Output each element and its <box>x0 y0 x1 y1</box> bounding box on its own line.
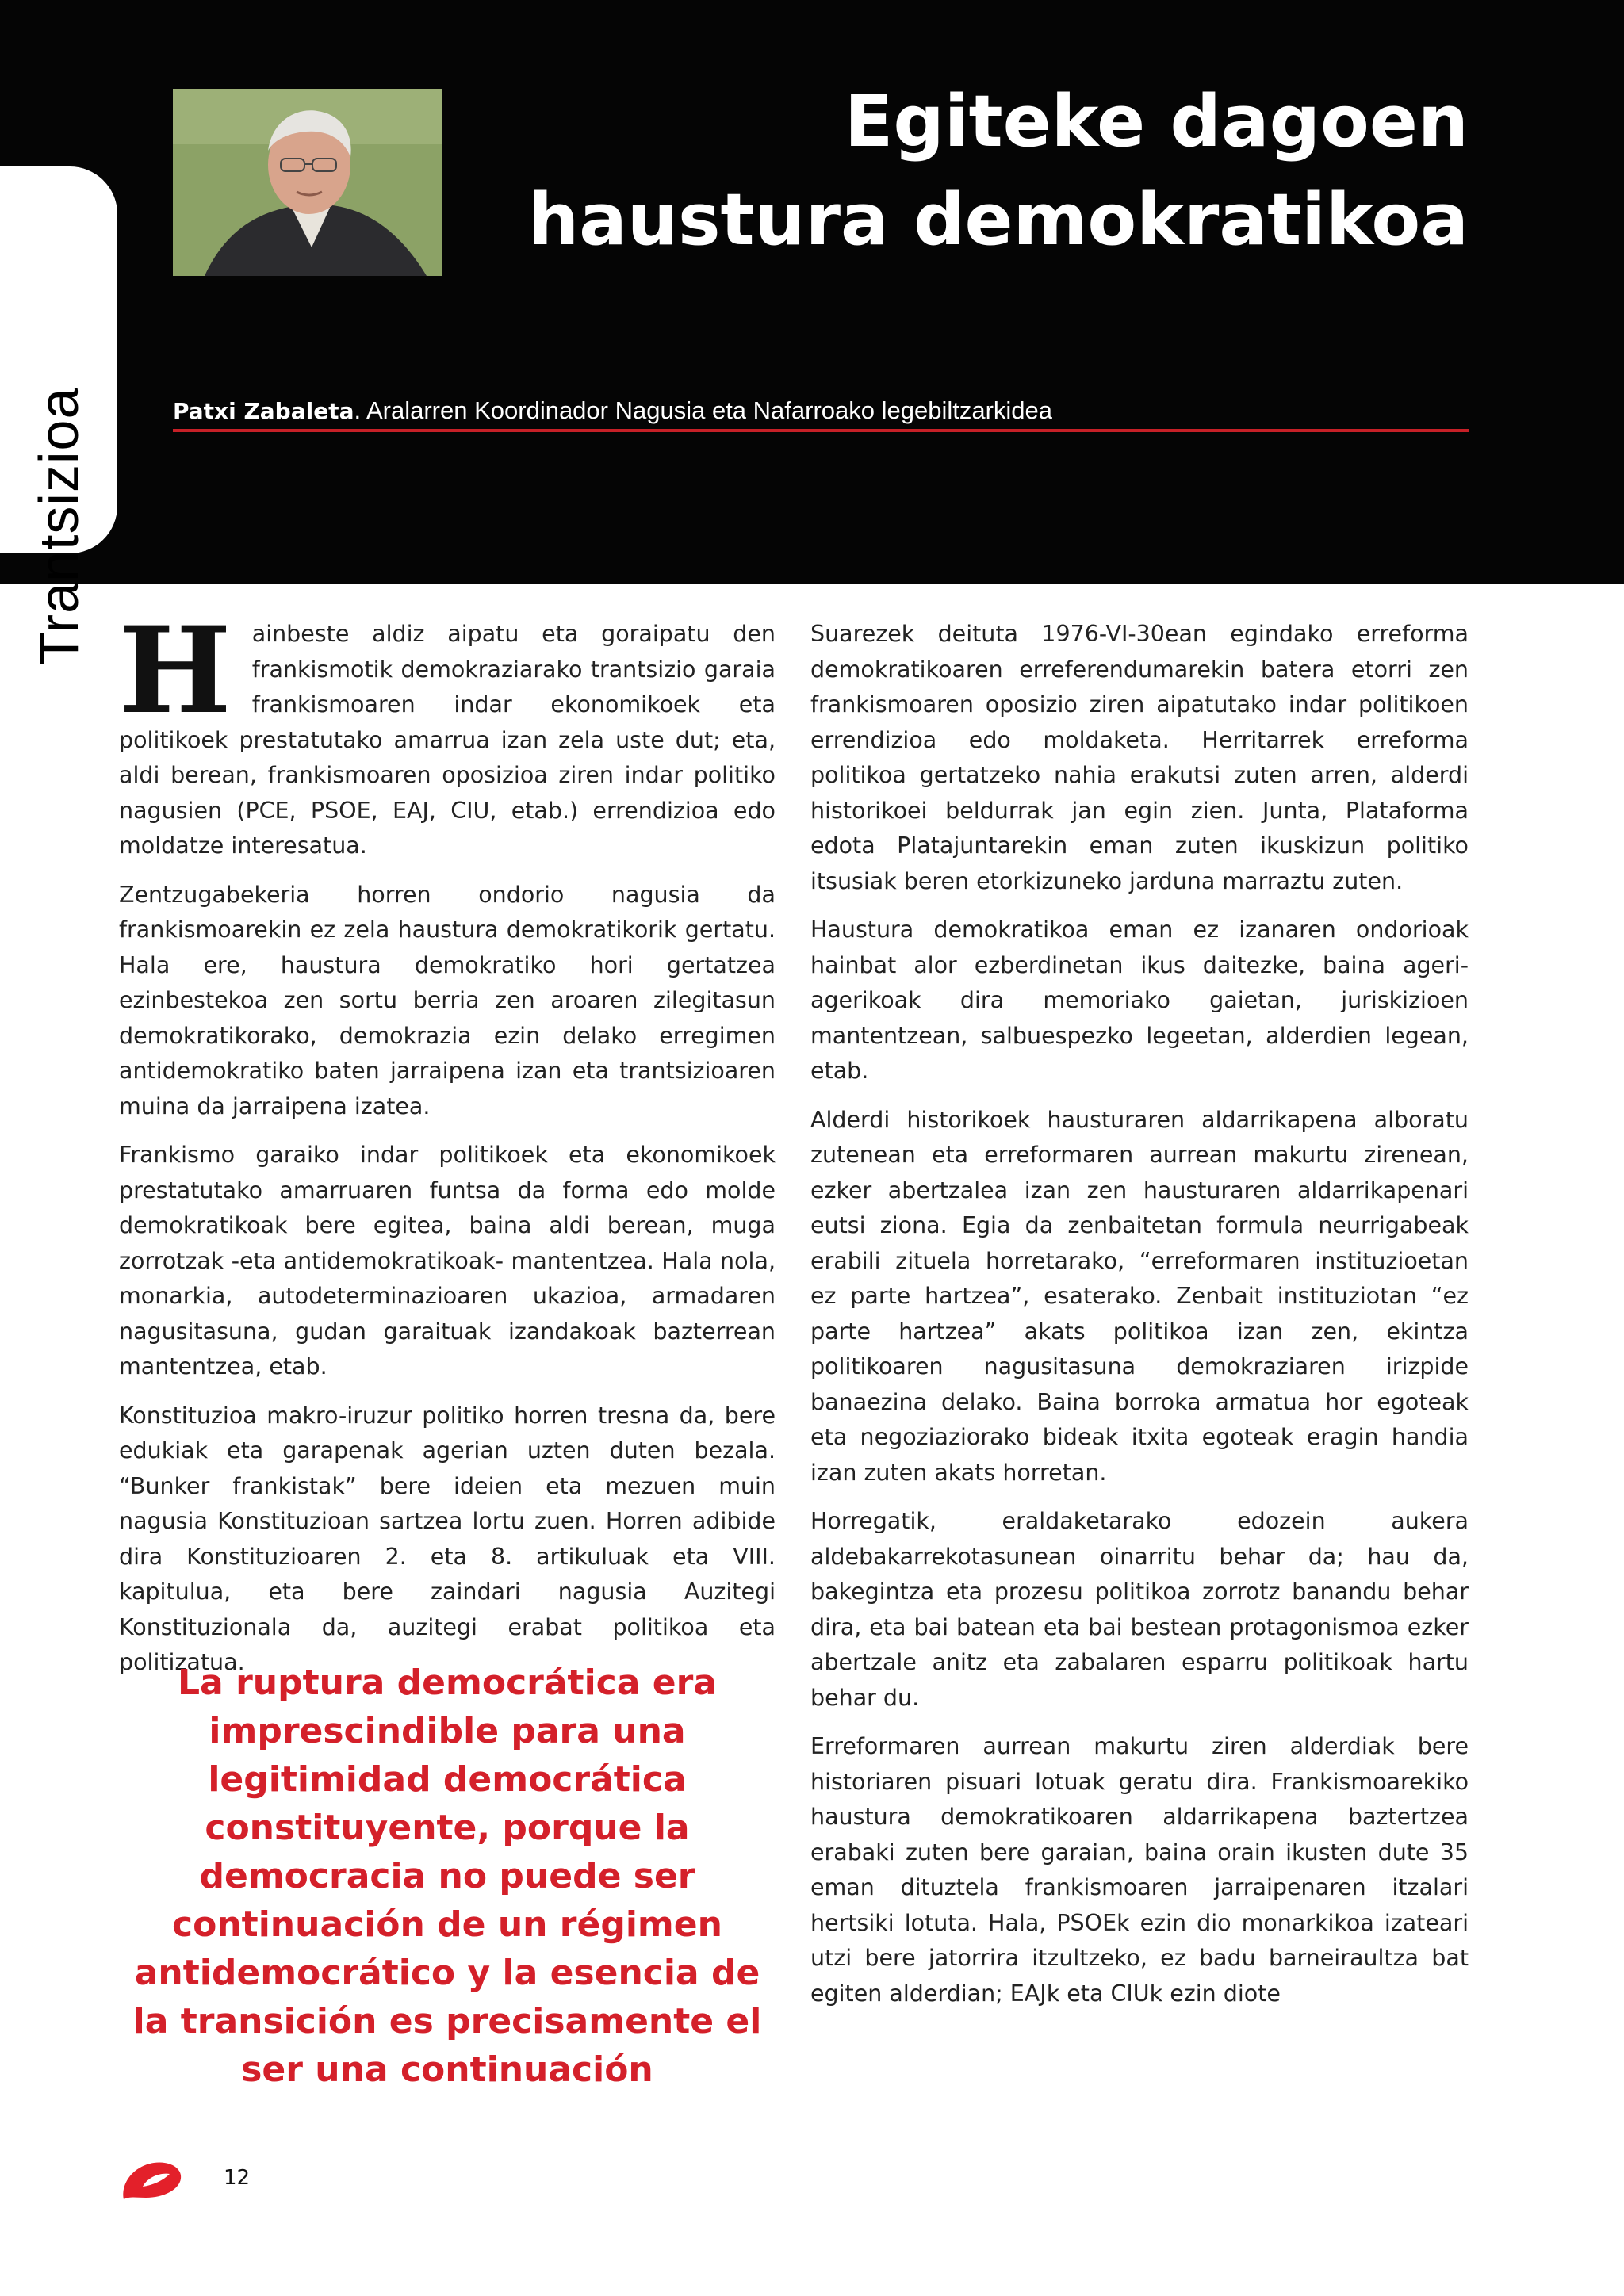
article-title <box>438 73 1469 270</box>
section-tab <box>0 166 117 666</box>
body-paragraph-9: Erreformaren aurrean makurtu ziren alderdiak bere historiaren pisuari lotuak geratu dira. Frankismoarekiko haustura demokratikoaren aldarrikapena baztertzea erabaki zuten bere garaian, baina orain ikusten dute 35 eman dituztela frankismoaren jarraipenaren itzalari hertsiki lotuta. Hala, PSOEk ezin dio monarkikoa izateari utzi bere jatorrira itzultzeko, ez badu barneiraultza bat egiten alderdian; EAJk eta CIUk ezin diote <box>810 1733 1469 2007</box>
body-paragraph-6: Haustura demokratikoa eman ez izanaren ondorioak hainbat alor ezberdinetan ikus daitezke, baina ageri-agerikoak dira memoriako gaietan, juriskizioen mantentzean, salbuespezko legeetan, alderdien legean, etab. <box>810 916 1469 1084</box>
body-paragraph-2: Zentzugabekeria horren ondorio nagusia da frankismoarekin ez zela haustura demokratikorik gertatu. Hala ere, haustura demokratiko hori gertatzea ezinbestekoa zen sortu berria zen aroaren zilegitasun demokratikorako, demokrazia ezin delako erregimen antidemokratiko baten jarraipena izan eta trantsizioaren muina da jarraipena izatea. <box>119 881 776 1119</box>
body-paragraph-4: Konstituzioa makro-iruzur politiko horren tresna da, bere edukiak eta garapenak agerian uzten duten bezala. “Bunker frankistak” bere ideien eta mezuen muin nagusia Konstituzioan sartzea lortu zuen. Horren adibide dira Konstituzioaren 2. eta 8. artikuluak eta VIII. kapitulua, eta bere zaindari nagusia Auzitegi Konstituzionala da, auzitegi erabat politikoa eta politizatua. <box>119 1402 776 1675</box>
article-column-right <box>810 617 1469 2025</box>
drop-cap: H <box>119 601 232 740</box>
body-paragraph-7: Alderdi historikoek hausturaren aldarrikapena alboratu zutenean eta erreformaren aurrean makurtu zirenean, ezker abertzalea izan zen hausturaren aldarrikapenari eutsi ziona. Egia da zenbaitetan formula neurrigabeak erabili zituela horretarako, “erreformaren instituzioetan ez parte hartzea”, esaterako. Zenbait instituziotan “ez parte hartzea” akats politikoa izan zen, ekintza politikoaren nagusitasuna demokraziaren irizpide banaezina delako. Baina borroka armatua hor egoteak eta negoziaziorako bideak itxita egoteak eragin handia izan zuten akats horretan. <box>810 1106 1469 1486</box>
author-name: Patxi Zabaleta <box>173 398 354 424</box>
publication-logo-icon <box>119 2160 184 2202</box>
byline-rule <box>173 429 1469 432</box>
body-paragraph-1-text: ainbeste aldiz aipatu eta goraipatu den frankismotik demokraziarako trantsizio garaia frankismoaren indar ekonomikoek eta politikoek prestatutako amarrua izan zela uste dut; eta, aldi berean, frankismoaren oposizioa ziren indar politiko nagusien (PCE, PSOE, EAJ, CIU, etab.) errendizioa edo moldatze interesatua. <box>119 621 776 859</box>
pull-quote: La ruptura democrática era imprescindible para una legitimidad democrática constituyente, porque la democracia no puede ser continuación de un régimen antidemocrático y la esencia de la transición es precisamente el ser una continuación <box>132 1663 762 2090</box>
body-paragraph-5: Suarezek deituta 1976-VI-30ean egindako erreforma demokratikoaren erreferendumarekin batera etorri zen frankismoaren oposizio ziren aipatutako indar politikoen errendizioa edo moldaketa. Herritarrek erreforma politikoa gertatzeko nahia erakutsi zuten arren, alderdi historikoei beldurrak jan egin zien. Junta, Plataforma edota Platajuntarekin eman zuten ikuskizun politiko itsusiak beren etorkizuneko jarduna marraztu zuten. <box>810 621 1469 894</box>
title-line-1: Egiteke dagoen <box>844 80 1469 163</box>
author-role: . Aralarren Koordinador Nagusia eta Nafarroako legebiltzarkidea <box>354 396 1053 424</box>
section-label: Trantsizioa <box>28 387 90 666</box>
body-paragraph-8: Horregatik, eraldaketarako edozein aukera aldebakarrekotasunean oinarritu behar da; hau da, bakegintza eta prozesu politikoa zorrotz banandu behar dira, eta bai batean eta bai bestean protagonismoa ezker abertzale anitz eta zabalaren esparru politikoak hartu behar du. <box>810 1508 1469 1711</box>
body-paragraph-1 <box>119 601 776 864</box>
body-paragraph-3: Frankismo garaiko indar politikoek eta ekonomikoek prestatutako amarruaren funtsa da forma edo molde demokratikoak bere egitea, baina aldi berean, muga zorrotzak -eta antidemokratikoak- mantentzea. Hala nola, monarkia, autodeterminazioaren ukazioa, armadaren nagusitasuna, gudan garaituak izandakoak bazterrean mantentzea, etab. <box>119 1142 776 1380</box>
article-column-left <box>119 601 776 1694</box>
byline <box>173 395 1469 427</box>
title-line-2: haustura demokratikoa <box>528 178 1469 262</box>
author-photo <box>173 89 442 276</box>
page-number: 12 <box>224 2166 251 2190</box>
